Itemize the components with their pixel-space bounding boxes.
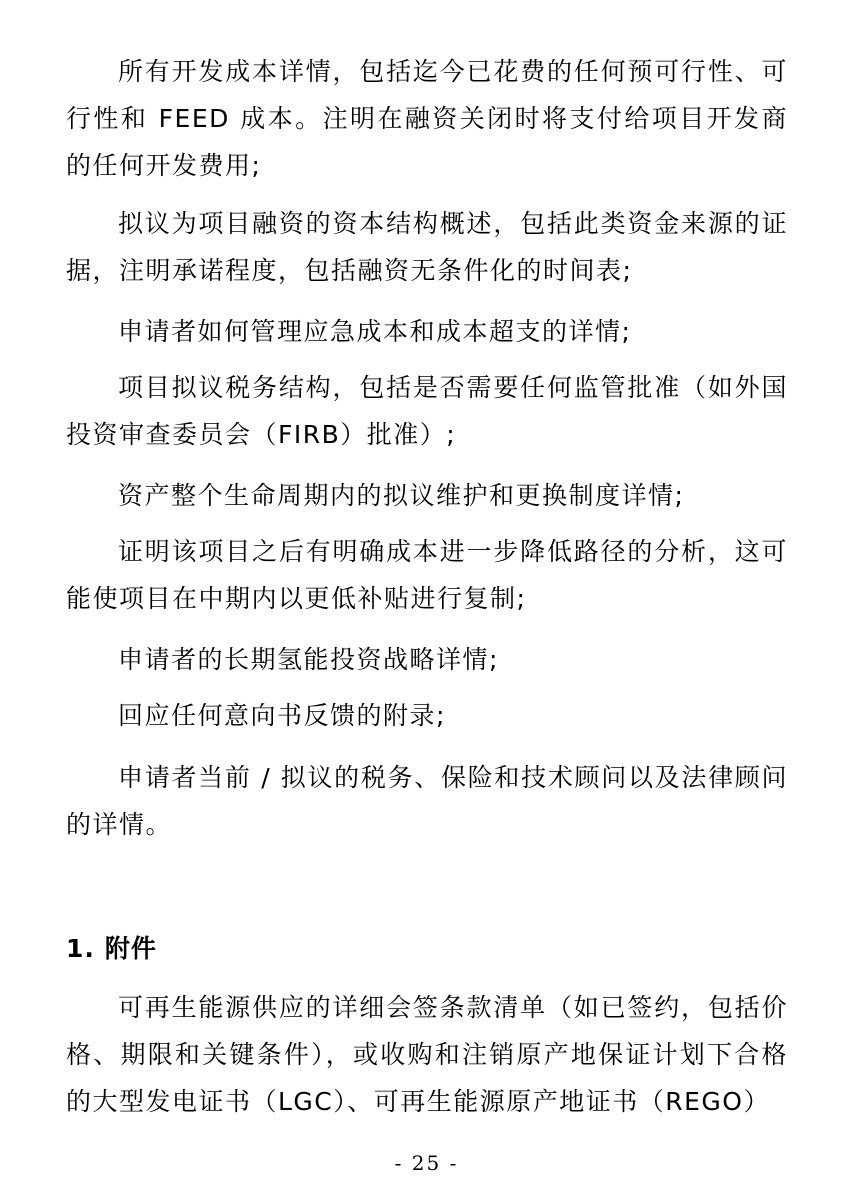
paragraph-cost-reduction: 证明该项目之后有明确成本进一步降低路径的分析，这可能使项目在中期内以更低补贴进行复制; bbox=[66, 537, 788, 613]
section-title: 附件 bbox=[104, 934, 157, 963]
paragraph-tax-structure: 项目拟议税务结构，包括是否需要任何监管批准（如外国投资审查委员会（FIRB）批准）; bbox=[66, 373, 788, 449]
section-number: 1. bbox=[66, 934, 95, 963]
paragraph-advisors: 申请者当前 / 拟议的税务、保险和技术顾问以及法律顾问的详情。 bbox=[66, 763, 788, 839]
section-heading bbox=[66, 925, 157, 972]
paragraph-feedback-appendix: 回应任何意向书反馈的附录; bbox=[118, 701, 446, 730]
paragraph-renewable-supply: 可再生能源供应的详细会签条款清单（如已签约，包括价格、期限和关键条件），或收购和注销原产地保证计划下合格的大型发电证书（LGC）、可再生能源原产地证书（REGO） bbox=[66, 993, 788, 1116]
paragraph-contingency-costs: 申请者如何管理应急成本和成本超支的详情; bbox=[118, 317, 632, 346]
paragraph-maintenance-regime: 资产整个生命周期内的拟议维护和更换制度详情; bbox=[118, 481, 685, 510]
page-number: - 25 - bbox=[394, 1151, 459, 1175]
paragraph-capital-structure: 拟议为项目融资的资本结构概述，包括此类资金来源的证据，注明承诺程度，包括融资无条件化的时间表; bbox=[66, 209, 788, 285]
paragraph-hydrogen-strategy: 申请者的长期氢能投资战略详情; bbox=[118, 645, 499, 674]
paragraph-development-costs: 所有开发成本详情，包括迄今已花费的任何预可行性、可行性和 FEED 成本。注明在融资关闭时将支付给项目开发商的任何开发费用; bbox=[66, 57, 788, 180]
